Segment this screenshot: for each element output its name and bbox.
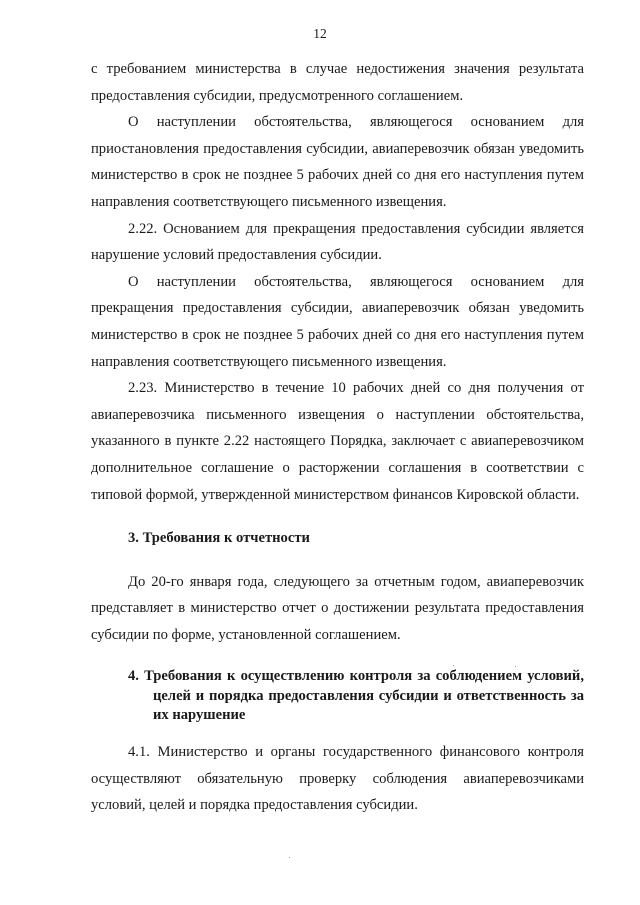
section-heading-reporting: 3. Требования к отчетности <box>128 530 310 547</box>
paragraph-suspension-notice: О наступлении обстоятельства, являющегося основанием для приостановления предоставления субсидии, авиаперевозчик обязан уведомить министерство в срок не позднее 5 рабочих дней со дня его наступления путем направления соответствующего письменного извещения. <box>91 114 584 210</box>
paragraph-2-23: 2.23. Министерство в течение 10 рабочих дней со дня получения от авиаперевозчика письменного извещения о наступлении обстоятельства, указанного в пункте 2.22 настоящего Порядка, заключает с авиаперевозчиком дополнительное соглашение о расторжении соглашения в соответствии с типовой формой, утвержденной министерством финансов Кировской области. <box>91 380 584 503</box>
paragraph-4-1: 4.1. Министерство и органы государственного финансового контроля осуществляют обязательную проверку соблюдения авиаперевозчиками условий, целей и порядка предоставления субсидии. <box>91 743 584 814</box>
paragraph-reporting-deadline: До 20-го января года, следующего за отчетным годом, авиаперевозчик представляет в министерство отчет о достижении результата предоставления субсидии по форме, установленной соглашением. <box>91 573 584 643</box>
paragraph-requirement-continuation: с требованием министерства в случае недостижения значения результата предоставления субсидии, предусмотренного соглашением. <box>91 61 584 104</box>
paragraph-termination-notice: О наступлении обстоятельства, являющегося основанием для прекращения предоставления субсидии, авиаперевозчик обязан уведомить министерство в срок не позднее 5 рабочих дней со дня его наступления путем направления соответствующего письменного извещения. <box>91 273 584 370</box>
document-body <box>91 56 584 819</box>
scan-speck <box>289 857 290 858</box>
paragraph-2-22: 2.22. Основанием для прекращения предоставления субсидии является нарушение условий предоставления субсидии. <box>91 220 584 264</box>
section-heading-control: 4. Требования к осуществлению контроля за соблюдением условий, целей и порядка предоставления субсидии и ответственность за их нарушение <box>128 668 584 724</box>
scan-speck <box>453 665 454 666</box>
scan-speck <box>515 666 516 667</box>
page-number: 12 <box>313 26 327 41</box>
